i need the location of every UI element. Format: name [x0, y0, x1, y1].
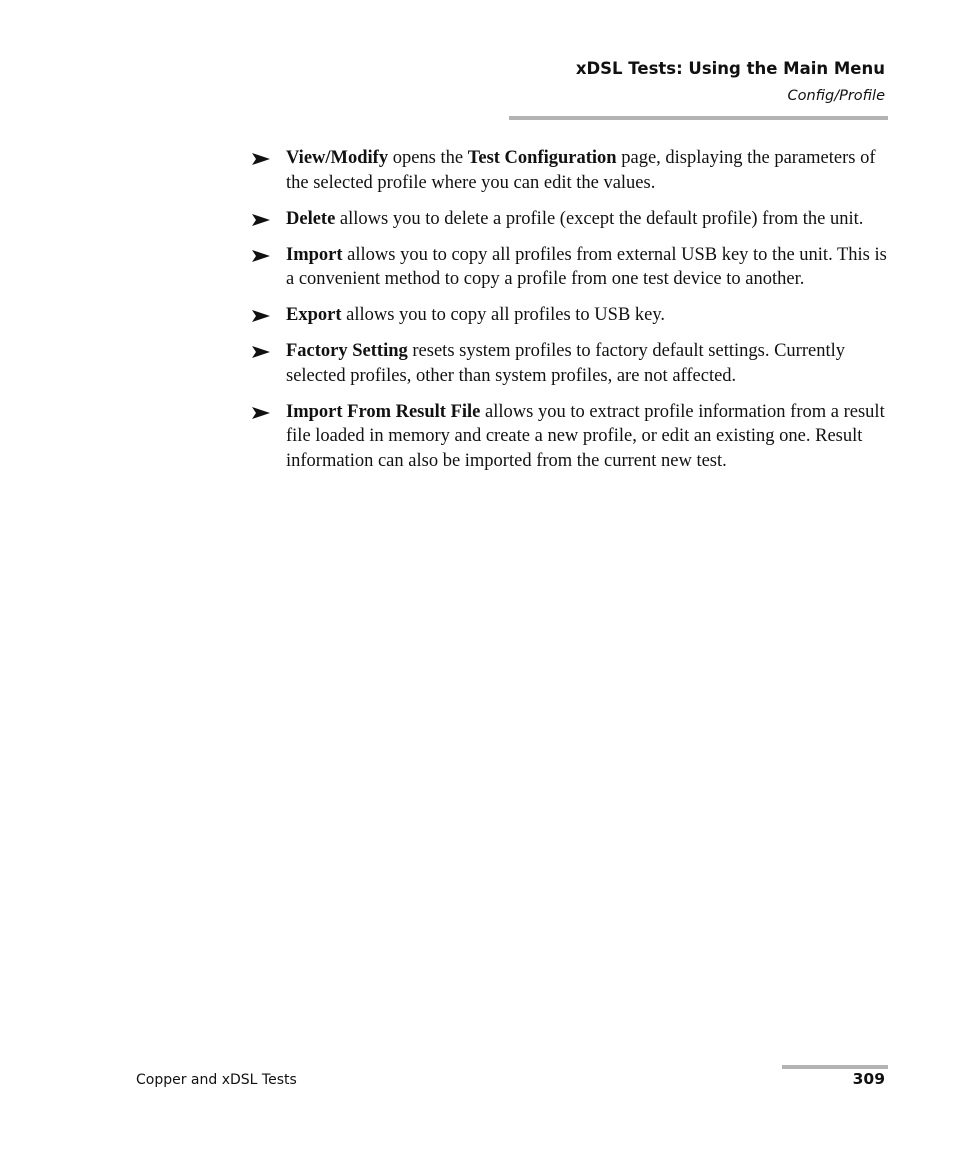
bullet-text [286, 305, 665, 325]
bullet-term: Delete [286, 208, 336, 229]
bullet-item [250, 243, 890, 292]
bullet-list [250, 146, 890, 485]
arrowhead-bullet-icon [250, 245, 272, 267]
bullet-description: allows you to delete a profile (except the default profile) from the unit. [335, 208, 864, 229]
bullet-text [286, 341, 845, 386]
bullet-item [250, 207, 890, 232]
footer-document-title: Copper and xDSL Tests [136, 1072, 297, 1088]
section-title: xDSL Tests: Using the Main Menu [575, 59, 885, 78]
bullet-description: resets system profiles to factory default settings. Currently selected profiles, other than system profiles, are not affected. [286, 341, 845, 386]
arrowhead-bullet-icon [250, 148, 272, 170]
bullet-item [250, 400, 890, 474]
bullet-description: opens the [388, 148, 468, 168]
bullet-text [286, 209, 863, 229]
bullet-description: allows you to copy all profiles from external USB key to the unit. This is a convenient method to copy a profile from one test device to another. [286, 244, 887, 289]
bullet-term: Test Configuration [467, 148, 617, 168]
section-subtitle: Config/Profile [787, 88, 885, 104]
bullet-item [250, 146, 890, 195]
arrowhead-bullet-icon [250, 209, 272, 231]
header-divider [509, 116, 888, 120]
bullet-term: Factory Setting [286, 341, 408, 361]
page-number: 309 [852, 1070, 885, 1088]
bullet-description: allows you to copy all profiles to USB key. [341, 305, 666, 325]
bullet-text [286, 148, 876, 193]
arrowhead-bullet-icon [250, 402, 272, 424]
bullet-term: Export [286, 305, 342, 325]
bullet-item [250, 303, 890, 328]
bullet-term: Import From Result File [286, 401, 481, 422]
arrowhead-bullet-icon [250, 341, 272, 363]
arrowhead-bullet-icon [250, 305, 272, 327]
bullet-item [250, 339, 890, 388]
bullet-text [286, 402, 885, 471]
bullet-text [286, 245, 887, 290]
bullet-term: View/Modify [286, 148, 389, 168]
bullet-term: Import [286, 244, 343, 265]
page-header [576, 58, 885, 106]
bullet-description: allows you to extract profile information from a result file loaded in memory and create a new profile, or edit an existing one. Result information can also be imported from the current new test. [286, 401, 885, 471]
bullet-description: page, displaying the parameters of the selected profile where you can edit the values. [286, 148, 876, 193]
